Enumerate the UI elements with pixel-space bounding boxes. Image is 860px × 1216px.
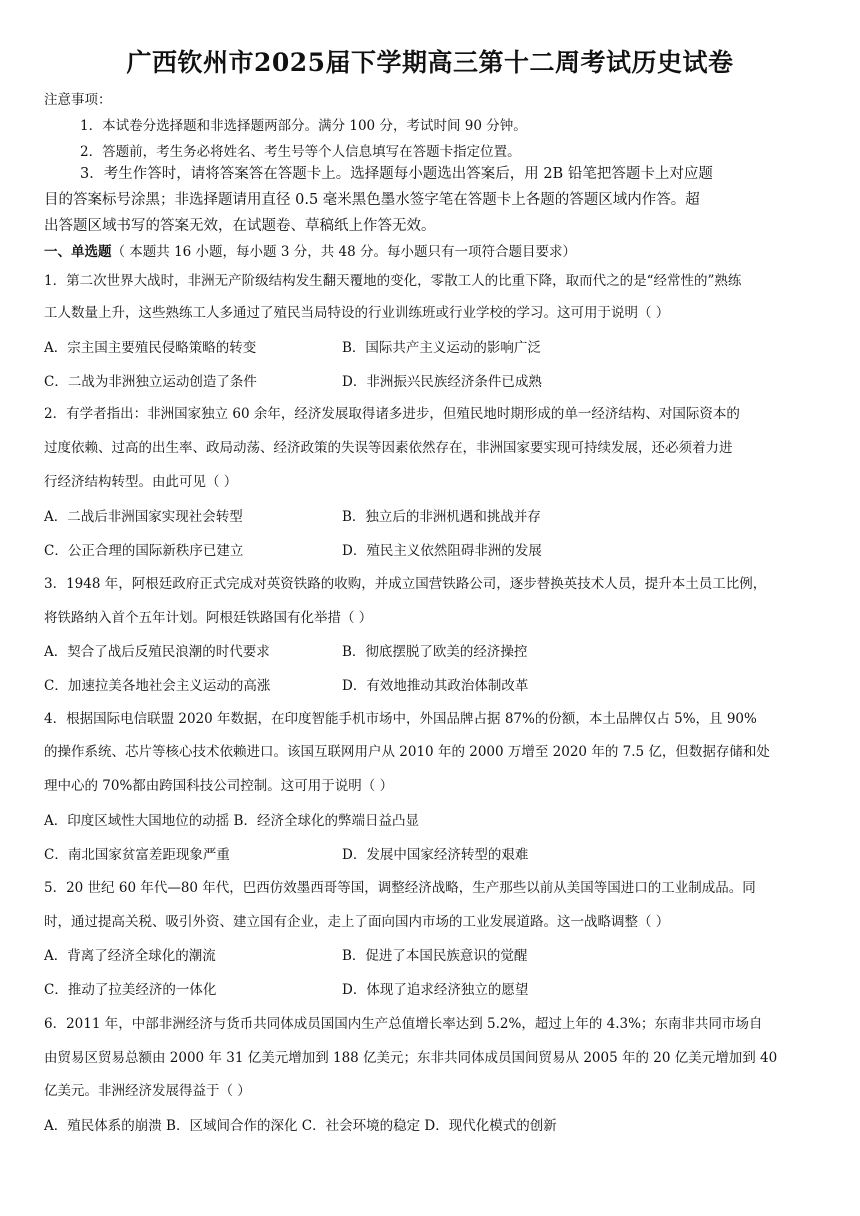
section-header [44,242,824,262]
question-stem: 过度依赖、过高的出生率、政局动荡、经济政策的失误等因素依然存在，非洲国家要实现可持续发展，还必须着力进 [44,440,733,456]
option-d: D．发展中国家经济转型的艰难 [342,847,529,863]
notice-item: 出答题区域书写的答案无效，在试题卷、草稿纸上作答无效。 [44,218,436,234]
option-a: A．二战后非洲国家实现社会转型 [44,509,243,525]
option-d: D．体现了追求经济独立的愿望 [342,982,529,998]
notice-heading: 注意事项： [44,92,112,108]
option-d: D．有效地推动其政治体制改革 [342,678,529,694]
question-stem: 6．2011 年，中部非洲经济与货币共同体成员国国内生产总值增长率达到 5.2%，超过上年的 4.3%；东南非共同市场自 [44,1016,763,1032]
question-stem: 理中心的 70%都由跨国科技公司控制。这可用于说明（ ） [44,778,394,794]
option-a: A．契合了战后反殖民浪潮的时代要求 [44,644,270,660]
notice-item: 2．答题前，考生务必将姓名、考生号等个人信息填写在答题卡指定位置。 [80,144,521,160]
option-c: C．加速拉美各地社会主义运动的高涨 [44,678,271,694]
question-stem: 由贸易区贸易总额由 2000 年 31 亿美元增加到 188 亿美元；东非共同体成员国间贸易从 2005 年的 20 亿美元增加到 40 [44,1050,778,1066]
option-c: C．公正合理的国际新秩序已建立 [44,543,244,559]
option-a: A．背离了经济全球化的潮流 [44,948,216,964]
option-c: C．推动了拉美经济的一体化 [44,982,217,998]
question-stem: 时，通过提高关税、吸引外资、建立国有企业，走上了面向国内市场的工业发展道路。这一战略调整（ ） [44,914,670,930]
option-a: A．宗主国主要殖民侵略策略的转变 [44,340,257,356]
option-c: C．南北国家贫富差距现象严重 [44,847,230,863]
notice-item: 目的答案标号涂黑；非选择题请用直径 0.5 毫米黑色墨水签字笔在答题卡上各题的答题区域内作答。超 [44,192,700,208]
option-b: B．独立后的非洲机遇和挑战并存 [342,509,541,525]
page-title: 广西钦州市2025届下学期高三第十二周考试历史试卷 [126,48,734,77]
notice-item: 3．考生作答时，请将答案答在答题卡上。选择题每小题选出答案后，用 2B 铅笔把答题卡上对应题 [80,166,713,182]
option-b: B．彻底摆脱了欧美的经济操控 [342,644,528,660]
option-d: D．殖民主义依然阻碍非洲的发展 [342,543,542,559]
question-stem: 3．1948 年，阿根廷政府正式完成对英资铁路的收购，并成立国营铁路公司，逐步替换英技术人员，提升本土员工比例， [44,576,767,592]
question-stem: 行经济结构转型。由此可见（ ） [44,474,238,490]
section-description: （ 本题共 16 小题，每小题 3 分，共 48 分。每小题只有一项符合题目要求） [111,244,576,260]
question-stem: 工人数量上升，这些熟练工人多通过了殖民当局特设的行业训练班或行业学校的学习。这可用于说明（ ） [44,305,670,321]
notice-item: 1．本试卷分选择题和非选择题两部分。满分 100 分，考试时间 90 分钟。 [80,118,527,134]
option-b: B．国际共产主义运动的影响广泛 [342,340,541,356]
question-stem: 亿美元。非洲经济发展得益于（ ） [44,1083,251,1099]
question-stem: 2．有学者指出：非洲国家独立 60 余年，经济发展取得诸多进步，但殖民地时期形成的单一经济结构、对国际资本的 [44,406,740,422]
question-stem: 5．20 世纪 60 年代—80 年代，巴西仿效墨西哥等国，调整经济战略，生产那些以前从美国等国进口的工业制成品。同 [44,880,756,896]
section-label: 一、单选题 [44,244,112,260]
option-ab: A．印度区域性大国地位的动摇 B．经济全球化的弊端日益凸显 [44,813,419,829]
question-stem: 4．根据国际电信联盟 2020 年数据，在印度智能手机市场中，外国品牌占据 87%的份额，本土品牌仅占 5%，且 90% [44,711,757,727]
option-all: A．殖民体系的崩溃 B．区域间合作的深化 C．社会环境的稳定 D．现代化模式的创新 [44,1118,557,1134]
option-c: C．二战为非洲独立运动创造了条件 [44,374,257,390]
question-stem: 将铁路纳入首个五年计划。阿根廷铁路国有化举措（ ） [44,610,373,626]
question-stem: 的操作系统、芯片等核心技术依赖进口。该国互联网用户从 2010 年的 2000 万增至 2020 年的 7.5 亿，但数据存储和处 [44,744,770,760]
option-b: B．促进了本国民族意识的觉醒 [342,948,528,964]
option-d: D．非洲振兴民族经济条件已成熟 [342,374,542,390]
question-stem: 1．第二次世界大战时，非洲无产阶级结构发生翻天覆地的变化，零散工人的比重下降，取而代之的是“经常性的”熟练 [44,273,742,289]
